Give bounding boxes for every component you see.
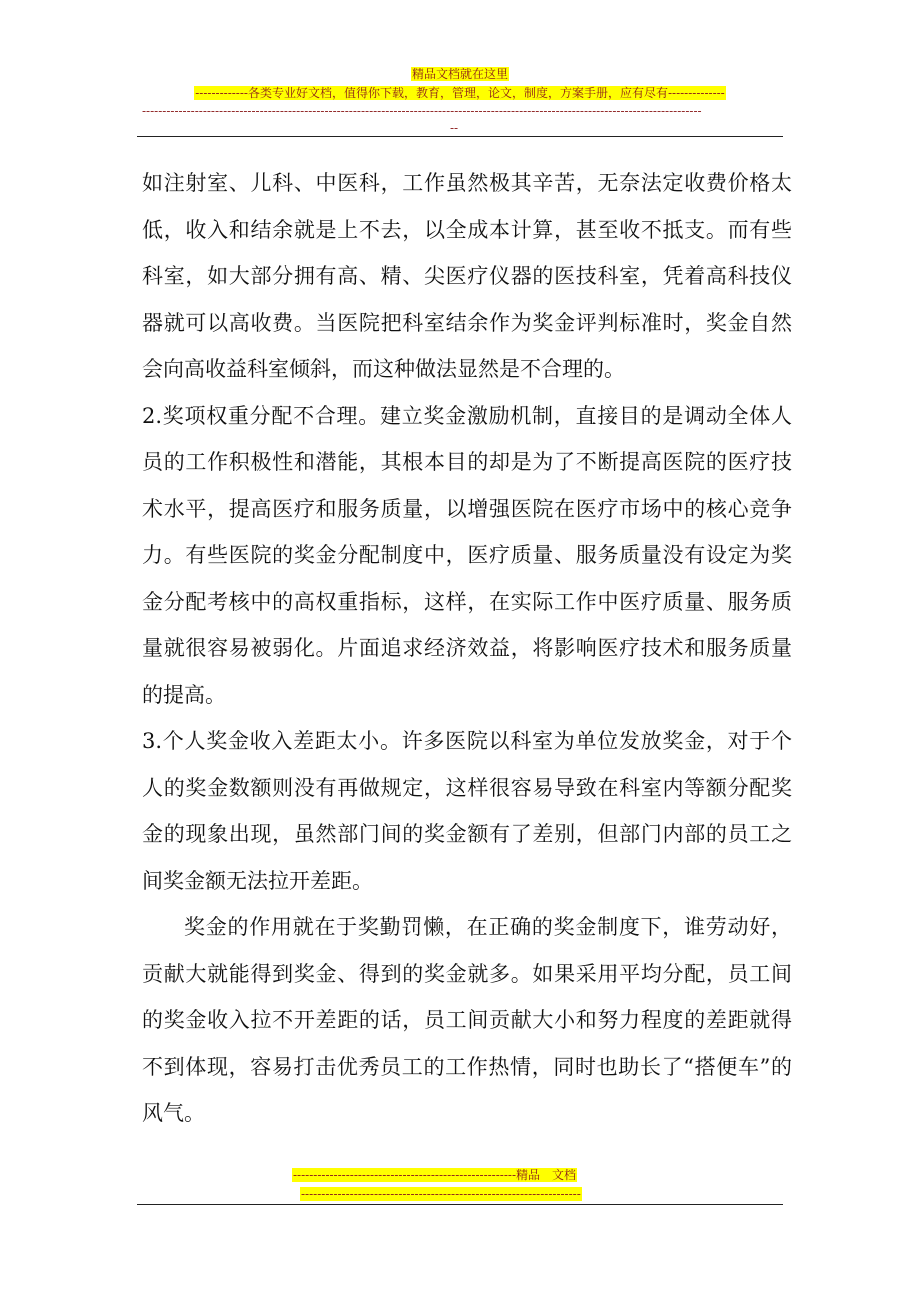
footer-bottom-line — [300, 1187, 620, 1202]
header-title — [0, 67, 920, 82]
header-subtitle-text: -------------各类专业好文档，值得你下载，教育，管理，论文，制度，方案手册，应有尽有-------------- — [195, 86, 725, 100]
header-dash-line: ------------------------------------------------------------------------------------------------------------------------------------------ — [142, 104, 702, 118]
paragraph-4: 奖金的作用就在于奖勤罚懒，在正确的奖金制度下，谁劳动好，贡献大就能得到奖金、得到的奖金就多。如果采用平均分配，员工间的奖金收入拉不开差距的话，员工间贡献大小和努力程度的差距就得不到体现，容易打击优秀员工的工作热情，同时也助长了“搭便车”的风气。 — [142, 915, 792, 1125]
paragraph-3: 3.个人奖金收入差距太小。许多医院以科室为单位发放奖金，对于个人的奖金数额则没有再做规定，这样很容易导致在科室内等额分配奖金的现象出现，虽然部门间的奖金额有了差别，但部门内部的员工之间奖金额无法拉开差距。 — [142, 729, 792, 893]
footer-top-line — [292, 1168, 632, 1183]
header-title-text: 精品文档就在这里 — [411, 67, 508, 81]
header-dash-tail: -- — [450, 121, 459, 135]
header-rule — [137, 136, 783, 137]
footer-top-text: -------------------------------------------------------精品 文档 — [293, 1168, 577, 1182]
footer-bottom-text: --------------------------------------------------------------------- — [301, 1187, 581, 1201]
document-body — [142, 160, 792, 1137]
footer-rule — [137, 1204, 783, 1205]
paragraph-1: 如注射室、儿科、中医科，工作虽然极其辛苦，无奈法定收费价格太低，收入和结余就是上不去，以全成本计算，甚至收不抵支。而有些科室，如大部分拥有高、精、尖医疗仪器的医技科室，凭着高科技仪器就可以高收费。当医院把科室结余作为奖金评判标准时，奖金自然会向高收益科室倾斜，而这种做法显然是不合理的。 — [142, 171, 792, 381]
header-subtitle — [0, 86, 920, 101]
paragraph-2: 2.奖项权重分配不合理。建立奖金激励机制，直接目的是调动全体人员的工作积极性和潜能，其根本目的却是为了不断提高医院的医疗技术水平，提高医疗和服务质量，以增强医院在医疗市场中的核心竞争力。有些医院的奖金分配制度中，医疗质量、服务质量没有设定为奖金分配考核中的高权重指标，这样，在实际工作中医疗质量、服务质量就很容易被弱化。片面追求经济效益，将影响医疗技术和服务质量的提高。 — [142, 403, 792, 707]
